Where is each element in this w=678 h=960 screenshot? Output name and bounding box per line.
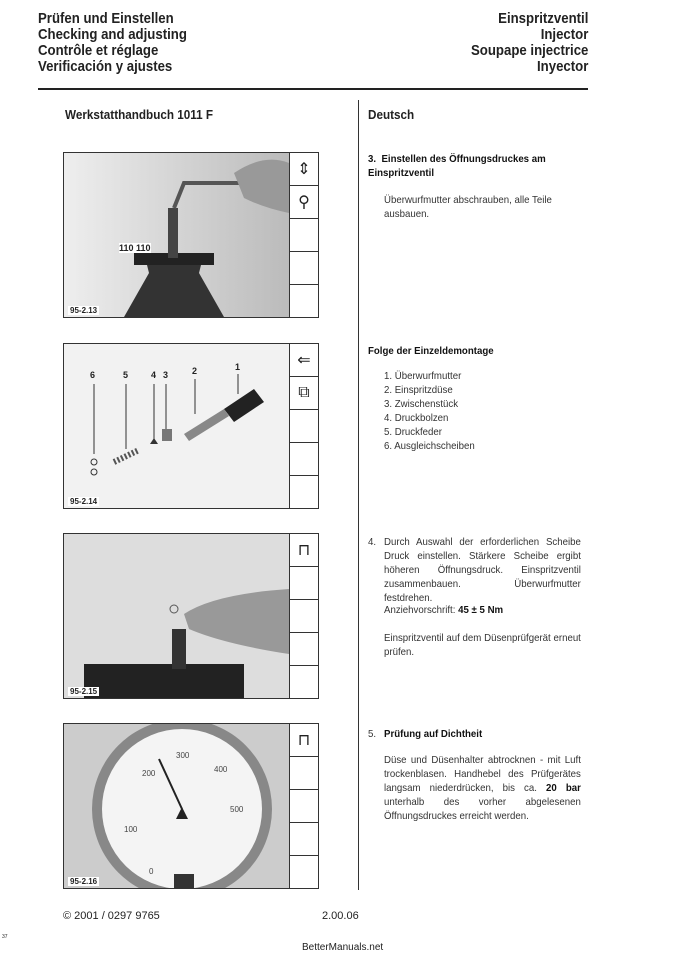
step-number: 3. bbox=[368, 153, 377, 165]
svg-text:100: 100 bbox=[124, 825, 138, 834]
list-item: 2. Einspritzdüse bbox=[384, 384, 453, 396]
manual-title: Werkstatthandbuch 1011 F bbox=[65, 107, 214, 122]
figure-caption: 95-2.13 bbox=[70, 306, 98, 315]
svg-text:300: 300 bbox=[176, 751, 190, 760]
icon-column bbox=[289, 724, 318, 888]
figure-caption: 95-2.16 bbox=[70, 877, 98, 886]
list-item: 4. Druckbolzen bbox=[384, 412, 449, 424]
icon-column bbox=[289, 534, 318, 698]
disassemble-icon: ⇐ bbox=[290, 344, 318, 377]
step3-heading bbox=[368, 152, 580, 180]
svg-text:500: 500 bbox=[230, 805, 244, 814]
header-rule bbox=[38, 88, 588, 90]
photo-pressure-gauge bbox=[64, 724, 289, 888]
step-title: Einstellen des Öffnungsdruckes am Einspritzventil bbox=[368, 153, 546, 179]
tool-number-label: 110 110 bbox=[119, 243, 151, 253]
step-number: 5. bbox=[368, 728, 377, 740]
title-en: Checking and adjusting bbox=[38, 26, 187, 43]
figure-95-2-15 bbox=[63, 533, 319, 699]
photo-shim-insert bbox=[64, 534, 289, 698]
figure-caption: 95-2.15 bbox=[70, 687, 98, 696]
svg-text:400: 400 bbox=[214, 765, 228, 774]
step5-title: Prüfung auf Dichtheit bbox=[384, 728, 483, 740]
part-number: 2 bbox=[192, 366, 198, 376]
figure-95-2-16 bbox=[63, 723, 319, 889]
list-item: 6. Ausgleichscheiben bbox=[384, 440, 475, 452]
svg-text:200: 200 bbox=[142, 769, 156, 778]
figure-95-2-13 bbox=[63, 152, 319, 318]
step4-text: Durch Auswahl der erforderlichen Scheibe Druck einstellen. Stärkere Scheibe ergibt höheren Öffnungsdruck. Einspritzventil zusammenbauen. Überwurfmutter festdrehen. bbox=[384, 536, 581, 604]
caliper-icon: ⊓ bbox=[290, 724, 318, 757]
photo-injector-parts bbox=[64, 344, 289, 508]
step-number: 4. bbox=[368, 536, 377, 548]
sequence-list bbox=[384, 369, 475, 453]
page-number: 2.00.06 bbox=[322, 910, 359, 922]
list-item: 3. Zwischenstück bbox=[384, 398, 459, 410]
adjust-arrows-icon: ⇕ bbox=[290, 153, 318, 186]
part-number: 5 bbox=[123, 370, 129, 380]
header-right-titles bbox=[471, 11, 588, 75]
subject-de: Einspritzventil bbox=[497, 10, 588, 27]
text: unterhalb des vorher abgelesenen Öffnungsdruckes erreicht werden. bbox=[384, 796, 581, 822]
retest-text: Einspritzventil auf dem Düsenprüfgerät erneut prüfen. bbox=[384, 632, 581, 658]
part-number: 4 bbox=[151, 370, 157, 380]
figure-caption: 95-2.14 bbox=[70, 497, 98, 506]
subject-en: Injector bbox=[540, 26, 588, 43]
header-left-titles bbox=[38, 11, 187, 75]
icon-column bbox=[289, 153, 318, 317]
torque-value: 45 ± 5 Nm bbox=[458, 604, 504, 616]
copyright: © 2001 / 0297 9765 bbox=[63, 910, 160, 922]
title-fr: Contrôle et réglage bbox=[38, 42, 159, 59]
text: Düse und Düsenhalter abtrocknen - mit Luft trockenblasen. Handhebel des Prüfgerätes langsam niederdrücken, bis ca. bbox=[384, 754, 581, 794]
svg-text:0: 0 bbox=[149, 867, 154, 876]
title-es: Verificación y ajustes bbox=[38, 58, 173, 75]
part-number: 3 bbox=[163, 370, 169, 380]
caliper-icon: ⊓ bbox=[290, 534, 318, 567]
column-divider bbox=[358, 100, 359, 890]
subject-fr: Soupape injectrice bbox=[470, 42, 588, 59]
part-number: 1 bbox=[235, 362, 241, 372]
site-link[interactable]: BetterManuals.net bbox=[302, 942, 384, 953]
title-de: Prüfen und Einstellen bbox=[38, 10, 174, 27]
sequence-title: Folge der Einzeldemontage bbox=[368, 345, 494, 357]
torque-label: Anziehvorschrift: bbox=[384, 604, 456, 616]
figure-95-2-14 bbox=[63, 343, 319, 509]
icon-column bbox=[289, 344, 318, 508]
pressure-value: 20 bar bbox=[546, 782, 581, 794]
wrench-hand-icon: ⚲ bbox=[290, 186, 318, 219]
step5-text bbox=[384, 753, 581, 823]
part-number: 6 bbox=[90, 370, 96, 380]
parts-icon: ⧉ bbox=[290, 377, 318, 410]
subject-es: Inyector bbox=[536, 58, 588, 75]
list-item: 1. Überwurfmutter bbox=[384, 370, 462, 382]
side-number: 37 bbox=[2, 934, 8, 940]
list-item: 5. Druckfeder bbox=[384, 426, 442, 438]
photo-injector-in-vise bbox=[64, 153, 289, 317]
torque-spec bbox=[384, 603, 503, 617]
step3-text: Überwurfmutter abschrauben, alle Teile ausbauen. bbox=[384, 194, 552, 220]
language-label: Deutsch bbox=[368, 107, 415, 122]
